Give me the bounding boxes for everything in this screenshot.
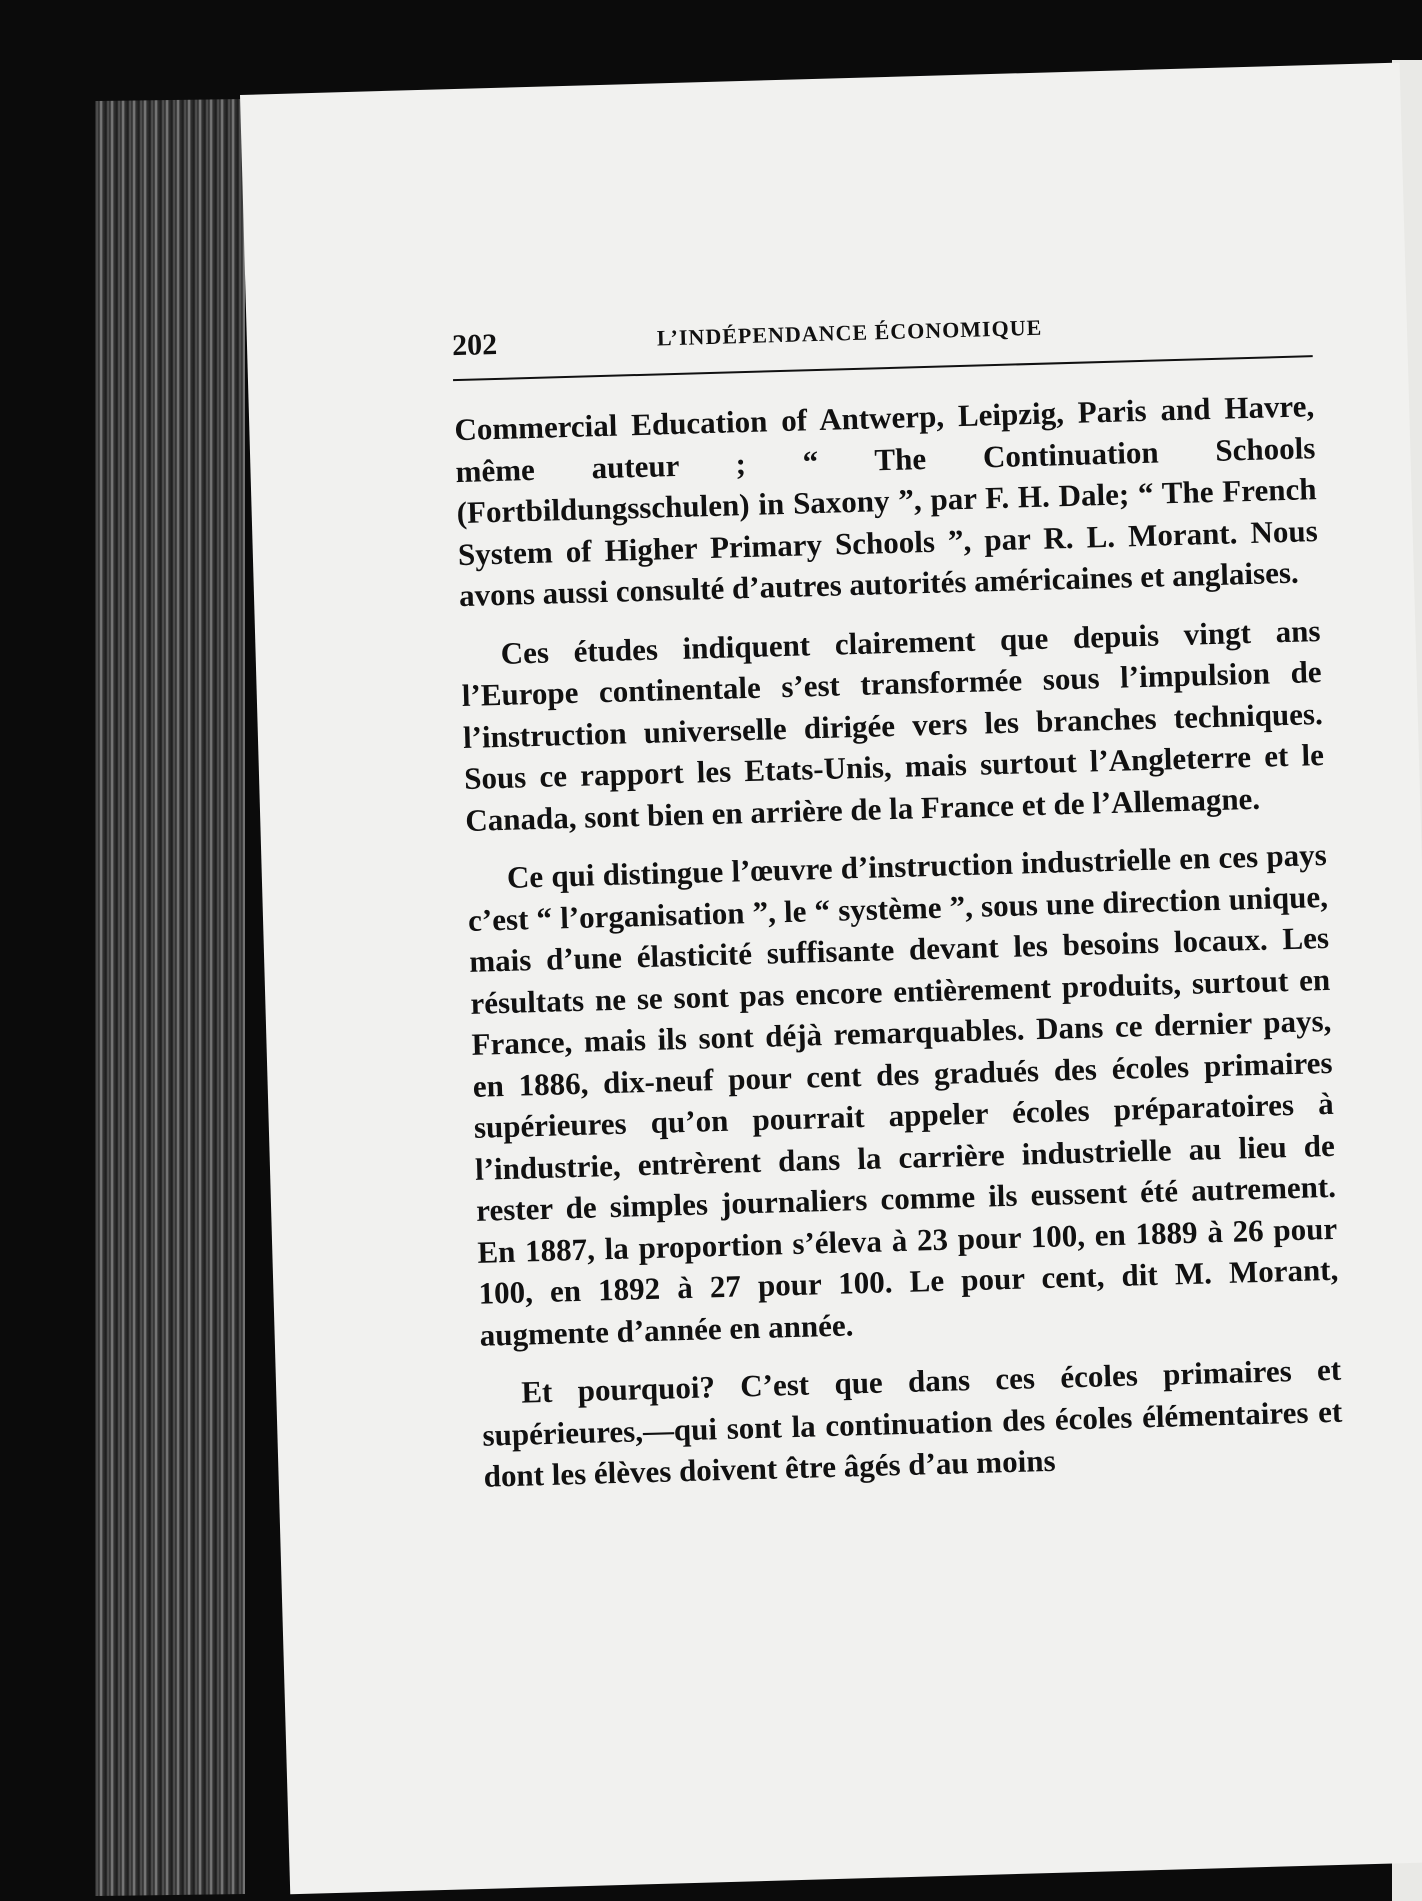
book-page-edges — [95, 99, 245, 1896]
paragraph-3: Ce qui distingue l’œuvre d’instruction industrielle en ces pays c’est “ l’organisation ”, le “ système ”, sous une direction unique, mais d’une élasticité suffisante devant les besoins locaux. Les résultats ne se sont pas encore entièrement produits, surtout en France, mais ils sont déjà remarquables. Dans ce dernier pays, en 1886, dix-neuf pour cent des gradués des écoles primaires supérieures qu’on pourrait appeler écoles préparatoires à l’industrie, entrèrent dans la carrière industrielle au lieu de rester de simples journaliers comme ils eussent été autrement. En 1887, la proportion s’éleva à 23 pour 100, en 1889 à 26 pour 100, en 1892 à 27 pour 100. Le pour cent, dit M. Morant, augmente d’année en année. — [467, 836, 1339, 1353]
body-text — [454, 385, 1345, 1514]
book-page — [240, 63, 1422, 1895]
paragraph-2: Ces études indiquent clairement que depuis vingt ans l’Europe continentale s’est transformée sous l’impulsion de l’instruction universelle dirigée vers les branches techniques. Sous ce rapport les Etats-Unis, mais surtout l’Angleterre et le Canada, sont bien en arrière de la France et de l’Allemagne. — [461, 612, 1325, 838]
running-title: L’INDÉPENDANCE ÉCONOMIQUE — [656, 314, 1043, 351]
paragraph-4: Et pourquoi? C’est que dans ces écoles primaires et supérieures,—qui sont la continuation des écoles élémentaires et dont les élèves doivent être âgés d’au moins — [482, 1351, 1343, 1494]
paragraph-1: Commercial Education of Antwerp, Leipzig, Paris and Havre, même auteur ; “ The Continuation Schools (Fortbildungsschulen) in Saxony ”, par F. H. Dale; “ The French System of Higher Primary Schools ”, par R. L. Morant. Nous avons aussi consulté d’autres autorités américaines et anglaises. — [453, 388, 1319, 614]
page-number: 202 — [451, 327, 498, 363]
page-header — [452, 305, 1313, 381]
